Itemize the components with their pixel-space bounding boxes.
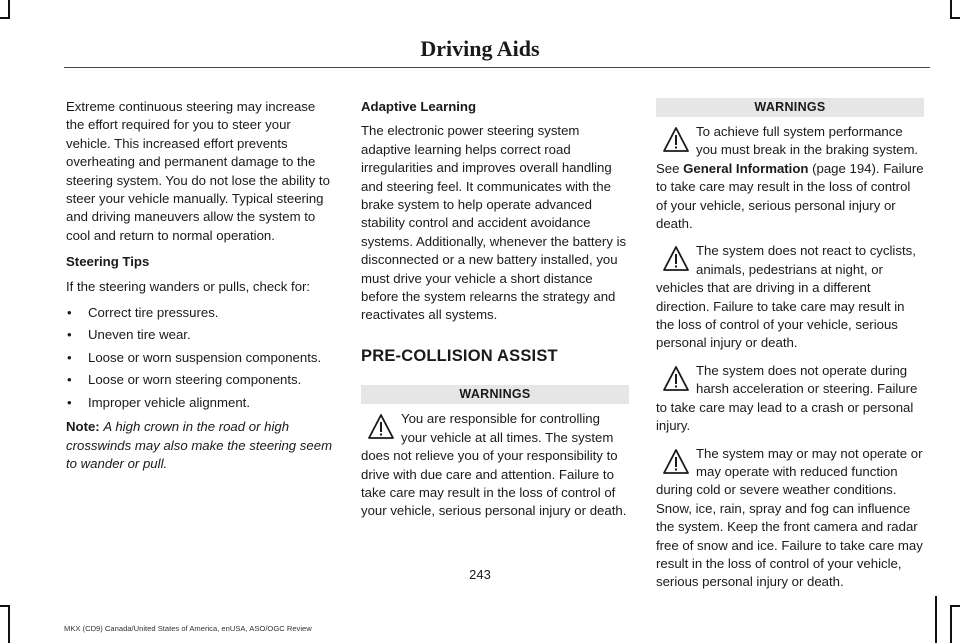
column-2 <box>361 98 629 530</box>
list-item: • Improper vehicle alignment. <box>66 394 334 412</box>
bullet-icon: • <box>67 372 72 388</box>
steering-tips-list <box>66 304 334 412</box>
crop-mark-bottom-mid-v <box>935 596 937 643</box>
adaptive-learning-heading: Adaptive Learning <box>361 99 477 114</box>
list-item: • Loose or worn steering components. <box>66 371 334 389</box>
crop-mark-top-left-h <box>0 17 10 19</box>
steering-intro-paragraph: Extreme continuous steering may increase the effort required for you to steer your vehicle. This increased effort prevents overheating and permanent damage to the steering system. You do not lose the ability to steer your vehicle manually. Typical steering and driving maneuvers allow the system to cool and return to normal operation. <box>66 99 330 243</box>
warning-paragraph: The system does not operate during harsh acceleration or steering. Failure to take care may lead to a crash or personal injury. <box>656 362 918 434</box>
crop-mark-top-right-h <box>950 17 960 19</box>
crop-mark-bottom-left-v <box>8 605 10 643</box>
crop-mark-top-left-v <box>8 0 10 17</box>
warning-paragraph: The system does not react to cyclists, animals, pedestrians at night, or vehicles that are driving in a different direction. Failure to take care may result in the loss of control of your vehicle, serious personal injury or death. <box>656 243 916 351</box>
warnings-banner: WARNINGS <box>656 98 924 117</box>
page-number: 243 <box>469 567 491 582</box>
crop-mark-bottom-left-h <box>0 605 10 607</box>
bullet-icon: • <box>67 305 72 321</box>
note-label: Note: <box>66 419 100 435</box>
adaptive-learning-paragraph: The electronic power steering system adaptive learning helps correct road irregularities and improves overall handling and steering feel. It communicates with the brake system to help operate advanced stability control and accident avoidance systems. Additionally, whenever the battery is disconnected or a new battery installed, you must drive your vehicle a short distance before the system relearns the strategy and reactivates all systems. <box>361 123 627 323</box>
note-text: A high crown in the road or high crosswinds may also make the steering seem to wander or pull. <box>66 419 333 471</box>
footer-text: MKX (CD9) Canada/United States of America, enUSA, ASO/OGC Review <box>64 624 312 633</box>
bullet-icon: • <box>67 327 72 343</box>
page-title: Driving Aids <box>420 36 540 61</box>
warning-paragraph: You are responsible for controlling your vehicle at all times. The system does not relieve you of your responsibility to drive with due care and attention. Failure to take care may result in the loss of control of your vehicle, serious personal injury or death. <box>361 411 627 519</box>
warning-triangle-icon <box>662 365 690 393</box>
crop-mark-top-right-v <box>950 0 952 17</box>
warning-triangle-icon <box>662 245 690 273</box>
warning-paragraph: To achieve full system performance you must break in the braking system. See General Information (page 194). Failure to take care may result in the loss of control of your vehicle, serious personal injury or death. <box>656 124 924 232</box>
warning-paragraph: The system may or may not operate or may operate with reduced function during cold or severe weather conditions. Snow, ice, rain, spray and fog can influence the system. Keep the front camera and radar free of snow and ice. Failure to take care may result in the loss of control of your vehicle, serious personal injury or death. <box>656 445 923 590</box>
crop-mark-bottom-right-h <box>950 605 960 607</box>
crop-mark-bottom-right-v <box>950 605 952 643</box>
header-rule <box>64 67 930 68</box>
list-item: • Correct tire pressures. <box>66 304 334 322</box>
warnings-banner: WARNINGS <box>361 385 629 404</box>
warning-triangle-icon <box>662 448 690 476</box>
list-item: • Loose or worn suspension components. <box>66 349 334 367</box>
column-1 <box>66 98 334 481</box>
warning-triangle-icon <box>367 413 395 441</box>
pre-collision-assist-heading: PRE-COLLISION ASSIST <box>361 346 558 365</box>
steering-note <box>66 418 334 473</box>
warning-triangle-icon <box>662 126 690 154</box>
steering-tips-lead: If the steering wanders or pulls, check for: <box>66 278 311 294</box>
bullet-icon: • <box>67 394 72 410</box>
list-item: • Uneven tire wear. <box>66 326 334 344</box>
bullet-icon: • <box>67 349 72 365</box>
steering-tips-heading: Steering Tips <box>66 254 150 270</box>
column-3 <box>656 98 924 601</box>
general-information-link[interactable]: General Information <box>683 160 809 176</box>
